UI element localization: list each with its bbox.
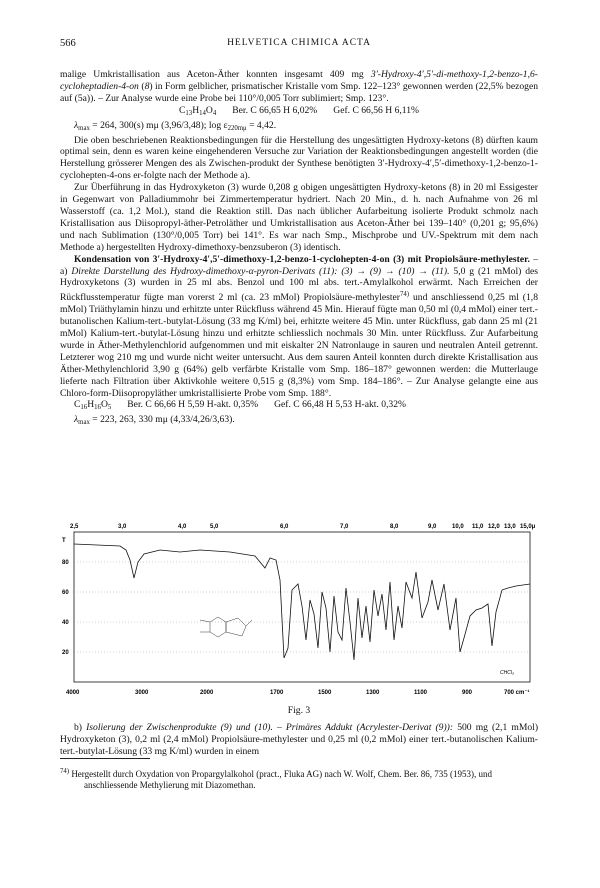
top-tick: 5,0 <box>210 524 219 530</box>
page-number: 566 <box>60 38 76 49</box>
y-tick: 40 <box>62 620 69 626</box>
uv-data-2: $\lambda_{max} = 223$, 263, 330 mμ (4,33/4,26/3,63). <box>74 414 235 427</box>
paragraph-1: malige Umkristallisation aus Aceton-Äther konnten insgesamt 409 mg 3′-Hydroxy-4′,5′-di-methoxy-1,2-benzo-1,6-cycloheptadien-4-on (8) in Form gelblicher, prismatischer Kristalle vom Smp. 122–123° gewonnen werden (22,5% bezogen auf (5a)). – Zur Analyse wurde eine Probe bei 110°/0,005 Torr sublimiert; Smp. 123°. <box>60 69 538 104</box>
top-tick: 9,0 <box>428 524 437 530</box>
bottom-scale <box>66 689 530 696</box>
molecular-formula-2: $C_{16}H_{16}O_5$ <box>74 399 112 412</box>
elemental-analysis-1: $C_{13}H_{14}O_4$ Ber. C 66,65 H 6,02% Gef. C 66,56 H 6,11% <box>60 105 538 120</box>
footnote-74: $^{74)}$ Hergestellt durch Oxydation von Propargylalkohol (pract., Fluka AG) nach W. Wolf, Chem. Ber. 86, 735 (1953), und anschliessende Methylierung mit Diazomethan. <box>60 768 493 791</box>
top-tick: 7,0 <box>340 524 349 530</box>
bottom-tick: 900 <box>462 690 473 696</box>
top-tick: 2,5 <box>70 524 79 530</box>
top-tick: 10,0 <box>452 524 464 530</box>
top-tick: 6,0 <box>280 524 289 530</box>
ref-74[interactable]: 74) <box>399 291 410 299</box>
elemental-analysis-2: $C_{16}H_{16}O_5$ Ber. C 66,66 H 5,59 H-akt. 0,35% Gef. C 66,48 H 5,53 H-akt. 0,32% <box>60 399 538 414</box>
bottom-tick: 1500 <box>318 690 332 696</box>
top-tick: 8,0 <box>390 524 399 530</box>
figure-caption: Fig. 3 <box>287 705 311 716</box>
compound-name: 3′-Hydroxy-4′,5′-di-methoxy-1,2-benzo-1,6-cycloheptadien-4-on <box>60 69 538 92</box>
page-header <box>60 38 538 52</box>
paragraph-4: Kondensation von 3′-Hydroxy-4′,5′-dimethoxy-1,2-benzo-1-cyclohepten-4-on (3) mit Propiolsäure-methylester. – a) Direkte Darstellung des Hydroxy-dimethoxy-α-pyron-Derivats (11): (3) → (9) → (10) → (11). 5,0 g (21 mMol) des Hydroxyketons (3) wurden in 25 ml abs. Benzol und 100 ml abs. tert.-Amylalkohol erwärmt. Nach Erreichen der Rückflusstemperatur fügte man vorerst 2 ml (ca. 23 mMol) Propiolsäure-methylester$^{74)}$ und anschliessend 0,25 ml (1,8 mMol) Triäthylamin hinzu und erhitzte unter Rückfluss während 45 Min. Hierauf fügte man 0,50 ml (0,4 mMol) einer tert.-butanolischen Kalium-tert.-butylat-Lösung (33 mg K/ml) bei, erhitzte weitere 45 Min. unter Rückfluss, gab dann 25 ml (21 mMol) Kalium-tert.-butylat-Lösung hinzu und erhitzte schliesslich nochmals 30 Min. unter Rückfluss. Zur Aufarbeitung wurde in Äther-Methylenchlorid aufgenommen und mit eiskalter 2N Natronlauge in sauren und neutralen Anteil getrennt. Letzterer wog 210 mg und wurde nicht weiter untersucht. Aus dem sauren Anteil konnten durch direkte Kristallisation aus Äther-Methylenchlorid 3,90 g (64%) gelb verfärbte Kristalle vom Smp. 186–187° gewonnen werden: die Mutterlauge lieferte nach Filtration über Aktivkohle weitere 0,515 g (8,3%) vom Smp. 184–186°. – Zur Analyse gelangte eine aus Chloro-form-Diisopropyläther umkristallisierte Probe vom Smp. 188°. <box>60 253 538 399</box>
bottom-tick: 3000 <box>135 690 149 696</box>
main-text <box>60 69 538 429</box>
paragraph-5-block <box>60 722 538 758</box>
paragraph-5: b) Isolierung der Zwischenprodukte (9) und (10). – Primäres Addukt (Acrylester-Derivat (9)): 500 mg (2,1 mMol) Hydroxyketon (3), 0,2 ml (2,4 mMol) Propiolsäure-methylester und 0,25 ml (0,2 mMol) einer tert.-butanolischen Kalium-tert.-butylat-Lösung (33 mg K/ml) wurden in einem <box>60 722 539 757</box>
uv-data-1: $\lambda_{max} = 264$, 300(s) mμ (3,96/3,48); $\log \varepsilon_{220m\mu} = 4,42$. <box>74 119 277 132</box>
top-tick: 13,0 <box>504 524 516 530</box>
bottom-tick: 4000 <box>66 690 80 696</box>
y-tick: 20 <box>62 650 69 656</box>
molecular-formula: $C_{13}H_{14}O_4$ <box>178 104 217 117</box>
y-axis-label: T <box>62 538 66 544</box>
y-axis <box>62 538 69 656</box>
ir-spectrum-figure <box>60 520 540 702</box>
top-scale <box>70 524 536 530</box>
paragraph-2: Die oben beschriebenen Reaktionsbedingungen für die Herstellung des ungesättigten Hydroxy-ketons (8) dürften kaum optimal sein, denn es waren keine eingehenderen Versuche zur Variation der Reaktionsbedingungen angestellt worden (die Herstellung grösserer Mengen des als Zwischen-produkt der Synthese benötigten 3′-Hydroxy-4′,5′-dimethoxy-1,2-benzo-1-cyclohepten-4-ons er-folgte nach der Methode a). <box>60 134 538 182</box>
top-tick: 15,0μ <box>520 524 536 530</box>
section-title: Kondensation von 3′-Hydroxy-4′,5′-dimethoxy-1,2-benzo-1-cyclohepten-4-on (3) mit Propiolsäure-methylester. <box>74 253 530 265</box>
y-tick: 60 <box>62 590 69 596</box>
top-tick: 11,0 <box>472 524 484 530</box>
bottom-tick: 1300 <box>366 690 380 696</box>
y-tick: 80 <box>62 560 69 566</box>
top-tick: 3,0 <box>118 524 127 530</box>
top-tick: 12,0 <box>488 524 500 530</box>
bottom-tick: 1100 <box>414 690 428 696</box>
bottom-tick: 1700 <box>270 690 284 696</box>
journal-title: HELVETICA CHIMICA ACTA <box>227 38 371 48</box>
footnotes <box>60 766 538 791</box>
top-tick: 4,0 <box>178 524 187 530</box>
structure-sketch <box>200 617 252 637</box>
solvent-label: CHCl₃ <box>500 670 514 676</box>
ir-spectrum-trace <box>74 544 530 660</box>
footnote-mark: 74) <box>60 768 70 775</box>
bottom-tick: 2000 <box>200 690 214 696</box>
bottom-tick: 700 cm⁻¹ <box>504 690 530 696</box>
footnote-rule <box>60 758 150 759</box>
paragraph-3: Zur Überführung in das Hydroxyketon (3) wurde 0,208 g obigen ungesättigten Hydroxy-ketons (8) in 20 ml Essigester in Gegenwart von Palladiummohr bei Zimmertemperatur hydriert. Nach 20 Min., d. h. nach Aufnahme von 26 ml Wasserstoff (ca. 1,2 Mol.), stand die Reaktion still. Das nach üblicher Aufarbeitung isolierte Produkt schmolz nach Kristallisation aus Diisopropyl-äther-Petroläther und Umkristallisation aus Aceton-Äther bei 139–140° (0,201 g; 95,6%) und nach Sublimation (130°/0,005 Torr) bei 141°. Es war nach Smp., Mischprobe und UV.-Spektrum mit dem nach Methode a) hergestellten Hydroxy-dimethoxy-benzsuberon (3) identisch. <box>60 182 538 253</box>
